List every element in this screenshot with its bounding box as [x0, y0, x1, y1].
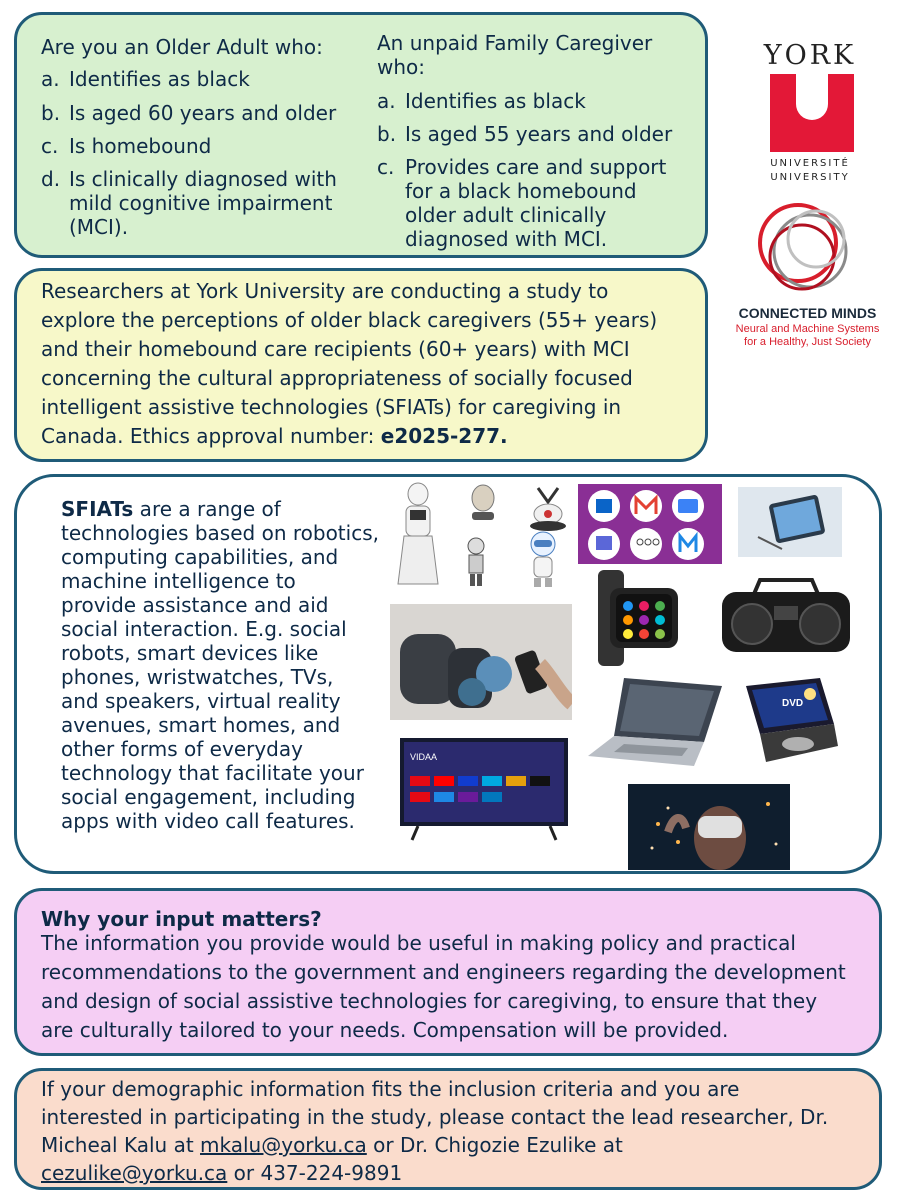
sfiats-line: avenues, smart homes, and: [61, 713, 341, 737]
speaker-icon: [390, 604, 572, 720]
app-icons-icon: [578, 484, 722, 564]
study-line: intelligent assistive technologies (SFIATs) for caregiving in: [41, 395, 622, 419]
smart-speakers-image: [390, 604, 572, 720]
sfiats-term: SFIATs: [61, 497, 134, 521]
email-link-cezulike[interactable]: cezulike@yorku.ca: [41, 1161, 228, 1185]
input-line: and design of social assistive technologies for caregiving, to ensure that they: [41, 989, 818, 1013]
smart-tv-image: [398, 736, 570, 844]
radio-boombox-image: [694, 566, 878, 670]
study-line-ethics: Canada. Ethics approval number: e2025-277.: [41, 424, 508, 448]
contact-panel: [14, 1068, 882, 1190]
email-link-mkalu[interactable]: mkalu@yorku.ca: [200, 1133, 367, 1157]
study-panel: [14, 268, 708, 462]
study-line: Researchers at York University are conducting a study to: [41, 279, 609, 303]
virtual-reality-image: [628, 784, 790, 870]
vr-headset-icon: [628, 784, 790, 870]
eligibility-panel: Are you an Older Adult who: a. Identifies as black b. Is aged 60 years and older c. Is homebound d. Is clinically diagnosed with mild cognitive impairment (MCI). An unpaid Family Caregiver who: a. Identifies as black b. Is aged 55 years and older c. Provides care and support for a black homebound older adult clinically diagnosed with MCI.: [14, 12, 708, 258]
sfiats-line-first: SFIATs are a range of: [61, 497, 281, 521]
york-red-block: [770, 74, 854, 152]
smartwatch-icon: [588, 568, 690, 668]
laptop-icon: [584, 676, 726, 768]
study-line: concerning the cultural appropriateness of socially focused: [41, 366, 633, 390]
tablet-image: [738, 487, 842, 557]
contact-line: cezulike@yorku.ca or 437-224-9891: [41, 1161, 403, 1185]
tv-brand: VIDAA: [410, 752, 438, 762]
study-line: explore the perceptions of older black caregivers (55+ years): [41, 308, 658, 332]
sfiats-line: social engagement, including: [61, 785, 356, 809]
caregiver-heading-line2: who:: [377, 55, 426, 79]
dvd-player-icon: [740, 676, 840, 772]
ethics-number: e2025-277.: [380, 424, 508, 448]
sfiats-line: robots, smart devices like: [61, 641, 319, 665]
input-line: The information you provide would be useful in making policy and practical: [41, 931, 796, 955]
apps-image: [578, 484, 722, 564]
tablet-icon: [738, 487, 842, 557]
sfiats-line: and speakers, virtual reality: [61, 689, 341, 713]
study-line: and their homebound care recipients (60+ years) with MCI: [41, 337, 630, 361]
connected-minds-logo: CONNECTED MINDS Neural and Machine Systems for a Healthy, Just Society: [730, 195, 885, 355]
caregiver-heading-line1: An unpaid Family Caregiver: [377, 31, 653, 55]
contact-line: If your demographic information fits the inclusion criteria and you are: [41, 1077, 740, 1101]
laptop-image: [584, 676, 726, 768]
sfiats-line: machine intelligence to: [61, 569, 296, 593]
contact-line: interested in participating in the study, please contact the lead researcher, Dr.: [41, 1105, 829, 1129]
input-matters-panel: [14, 888, 882, 1056]
boombox-icon: [694, 566, 878, 670]
smartwatch-image: [588, 568, 690, 668]
sfiats-line: other forms of everyday: [61, 737, 303, 761]
contact-line: Micheal Kalu at mkalu@yorku.ca or Dr. Chigozie Ezulike at: [41, 1133, 623, 1157]
dvd-label: DVD: [782, 698, 804, 709]
input-heading: Why your input matters?: [41, 907, 322, 931]
connected-minds-rings-icon: [730, 195, 885, 305]
sfiats-line: computing capabilities, and: [61, 545, 339, 569]
robot-icon: [388, 480, 570, 590]
sfiats-line: apps with video call features.: [61, 809, 355, 833]
sfiats-line: technologies based on robotics,: [61, 521, 379, 545]
input-line: are culturally tailored to your needs. Compensation will be provided.: [41, 1018, 729, 1042]
social-robots-image: [388, 480, 570, 590]
sfiats-line: social interaction. E.g. social: [61, 617, 347, 641]
dvd-player-image: [740, 676, 840, 772]
sfiats-line: technology that facilitate your: [61, 761, 364, 785]
sfiats-line: provide assistance and aid: [61, 593, 329, 617]
york-university-logo: YORK UNIVERSITÉ UNIVERSITY: [763, 40, 857, 183]
sfiats-line: phones, wristwatches, TVs,: [61, 665, 334, 689]
older-adult-heading: Are you an Older Adult who:: [41, 35, 323, 59]
input-line: recommendations to the government and engineers regarding the development: [41, 960, 846, 984]
